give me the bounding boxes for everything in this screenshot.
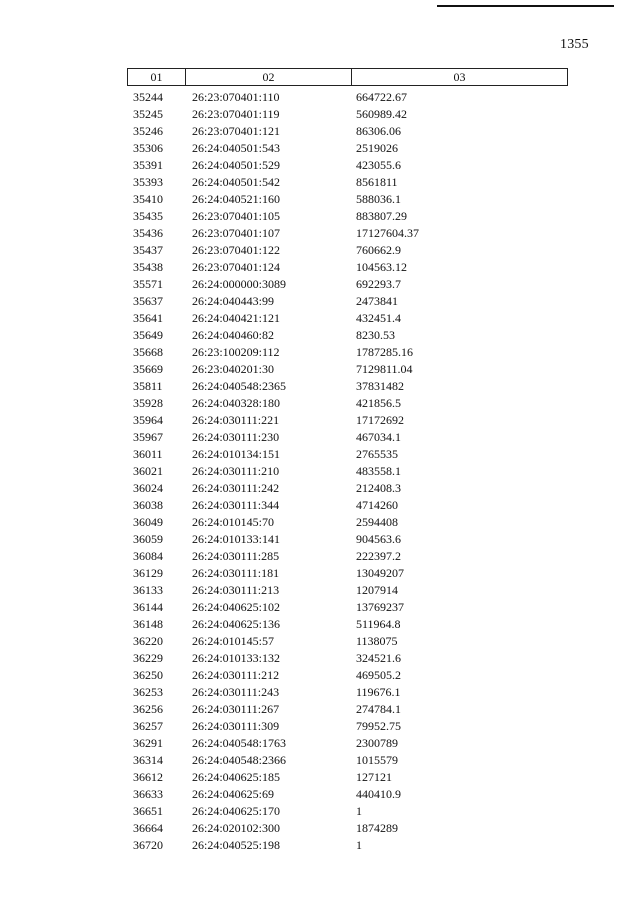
cell-02: 26:24:030111:285: [192, 549, 280, 563]
table-row: [127, 89, 568, 106]
column-header-03: 03: [453, 69, 466, 84]
table-row: [127, 735, 568, 752]
cell-02: 26:24:030111:309: [192, 719, 280, 733]
column-header-01: 01: [128, 69, 186, 85]
cell-01: 36612: [133, 770, 163, 784]
cell-02: 26:24:030111:221: [192, 413, 280, 427]
cell-01: 35393: [133, 175, 163, 189]
cell-03: 4714260: [356, 498, 398, 512]
table-row: [127, 684, 568, 701]
cell-01: 36229: [133, 651, 163, 665]
cell-02: 26:24:040501:529: [192, 158, 281, 172]
table-row: [127, 310, 568, 327]
table-row: [127, 191, 568, 208]
cell-01: 36049: [133, 515, 163, 529]
table-row: [127, 242, 568, 259]
table-row: [127, 344, 568, 361]
table-row: [127, 616, 568, 633]
page-number: 1355: [560, 37, 589, 52]
table-row: [127, 378, 568, 395]
cell-03: 13049207: [356, 566, 404, 580]
cell-03: 104563.12: [356, 260, 407, 274]
cell-03: 467034.1: [356, 430, 401, 444]
cell-01: 36133: [133, 583, 163, 597]
cell-01: 36314: [133, 753, 163, 767]
table-row: [127, 208, 568, 225]
cell-01: 36720: [133, 838, 163, 852]
table-row: [127, 361, 568, 378]
cell-03: 511964.8: [356, 617, 401, 631]
cell-01: 36256: [133, 702, 163, 716]
cell-03: 2519026: [356, 141, 398, 155]
table-row: [127, 701, 568, 718]
table-row: [127, 497, 568, 514]
cell-02: 26:24:030111:344: [192, 498, 280, 512]
cell-03: 692293.7: [356, 277, 401, 291]
cell-03: 560989.42: [356, 107, 407, 121]
cell-01: 36059: [133, 532, 163, 546]
cell-03: 324521.6: [356, 651, 401, 665]
cell-02: 26:24:040625:136: [192, 617, 281, 631]
cell-01: 36250: [133, 668, 163, 682]
cell-01: 35668: [133, 345, 163, 359]
cell-02: 26:24:010133:141: [192, 532, 281, 546]
cell-02: 26:24:040421:121: [192, 311, 281, 325]
cell-01: 36011: [133, 447, 163, 461]
cell-01: 35437: [133, 243, 163, 257]
cell-03: 17172692: [356, 413, 404, 427]
table-row: [127, 157, 568, 174]
cell-02: 26:24:030111:213: [192, 583, 280, 597]
cell-01: 36257: [133, 719, 163, 733]
cell-02: 26:23:070401:105: [192, 209, 281, 223]
table-row: [127, 293, 568, 310]
table-row: [127, 769, 568, 786]
table-row: [127, 259, 568, 276]
cell-02: 26:24:040625:185: [192, 770, 281, 784]
cell-03: 1015579: [356, 753, 398, 767]
cell-03: 1787285.16: [356, 345, 413, 359]
cell-02: 26:23:070401:119: [192, 107, 280, 121]
cell-03: 904563.6: [356, 532, 401, 546]
cell-03: 2473841: [356, 294, 398, 308]
table-row: [127, 429, 568, 446]
cell-02: 26:24:030111:230: [192, 430, 280, 444]
cell-03: 432451.4: [356, 311, 401, 325]
table-row: [127, 582, 568, 599]
cell-02: 26:24:040548:1763: [192, 736, 287, 750]
cell-01: 36651: [133, 804, 163, 818]
table-row: [127, 837, 568, 854]
cell-02: 26:24:040625:69: [192, 787, 275, 801]
cell-01: 36021: [133, 464, 163, 478]
table-row: [127, 667, 568, 684]
cell-01: 35811: [133, 379, 163, 393]
cell-01: 36291: [133, 736, 163, 750]
cell-01: 36220: [133, 634, 163, 648]
cell-03: 1: [356, 838, 362, 852]
cell-02: 26:23:070401:121: [192, 124, 281, 138]
cell-03: 883807.29: [356, 209, 407, 223]
table-row: [127, 599, 568, 616]
table-row: [127, 140, 568, 157]
cell-02: 26:24:040443:99: [192, 294, 275, 308]
cell-01: 35637: [133, 294, 163, 308]
cell-02: 26:24:010133:132: [192, 651, 281, 665]
cell-01: 35571: [133, 277, 163, 291]
cell-03: 2594408: [356, 515, 398, 529]
table-row: [127, 463, 568, 480]
cell-02: 26:24:040625:170: [192, 804, 281, 818]
cell-01: 35438: [133, 260, 163, 274]
table-row: [127, 480, 568, 497]
cell-02: 26:24:000000:3089: [192, 277, 287, 291]
cell-01: 35244: [133, 90, 163, 104]
table-row: [127, 106, 568, 123]
table-row: [127, 395, 568, 412]
cell-01: 35928: [133, 396, 163, 410]
cell-03: 274784.1: [356, 702, 401, 716]
cell-03: 119676.1: [356, 685, 401, 699]
cell-02: 26:24:040625:102: [192, 600, 281, 614]
column-header-02: 02: [186, 69, 352, 85]
cell-02: 26:24:040328:180: [192, 396, 281, 410]
header-rule: [437, 5, 614, 7]
cell-02: 26:24:040548:2366: [192, 753, 287, 767]
cell-03: 440410.9: [356, 787, 401, 801]
cell-02: 26:23:070401:124: [192, 260, 281, 274]
cell-02: 26:24:030111:212: [192, 668, 280, 682]
table-body: [127, 89, 568, 854]
table-row: [127, 565, 568, 582]
cell-03: 760662.9: [356, 243, 401, 257]
cell-03: 1: [356, 804, 362, 818]
cell-01: 35967: [133, 430, 163, 444]
table-header-row: [127, 68, 568, 86]
cell-03: 37831482: [356, 379, 404, 393]
cell-02: 26:24:040525:198: [192, 838, 281, 852]
cell-01: 36633: [133, 787, 163, 801]
cell-03: 421856.5: [356, 396, 401, 410]
cell-01: 36038: [133, 498, 163, 512]
table-row: [127, 786, 568, 803]
cell-02: 26:24:040548:2365: [192, 379, 287, 393]
cell-03: 8230.53: [356, 328, 395, 342]
cell-01: 36253: [133, 685, 163, 699]
cell-03: 86306.06: [356, 124, 401, 138]
cell-02: 26:24:030111:243: [192, 685, 280, 699]
cell-03: 13769237: [356, 600, 404, 614]
cell-03: 1138075: [356, 634, 398, 648]
cell-03: 127121: [356, 770, 392, 784]
cell-02: 26:24:040521:160: [192, 192, 281, 206]
cell-01: 36664: [133, 821, 163, 835]
table-row: [127, 531, 568, 548]
cell-03: 79952.75: [356, 719, 401, 733]
cell-02: 26:24:040460:82: [192, 328, 275, 342]
cell-01: 35245: [133, 107, 163, 121]
cell-01: 35391: [133, 158, 163, 172]
cell-01: 36024: [133, 481, 163, 495]
cell-03: 8561811: [356, 175, 398, 189]
cell-02: 26:23:070401:107: [192, 226, 281, 240]
table-row: [127, 548, 568, 565]
cell-02: 26:24:040501:542: [192, 175, 281, 189]
cell-01: 36129: [133, 566, 163, 580]
table-row: [127, 803, 568, 820]
table-row: [127, 446, 568, 463]
cell-02: 26:24:030111:242: [192, 481, 280, 495]
table-row: [127, 412, 568, 429]
cell-03: 1874289: [356, 821, 398, 835]
cell-02: 26:24:010134:151: [192, 447, 281, 461]
table-row: [127, 174, 568, 191]
cell-03: 2765535: [356, 447, 398, 461]
table-row: [127, 650, 568, 667]
cell-03: 483558.1: [356, 464, 401, 478]
cell-03: 2300789: [356, 736, 398, 750]
cell-02: 26:24:030111:267: [192, 702, 280, 716]
table-row: [127, 820, 568, 837]
table-row: [127, 718, 568, 735]
cell-02: 26:24:040501:543: [192, 141, 281, 155]
cell-01: 35436: [133, 226, 163, 240]
cell-03: 212408.3: [356, 481, 401, 495]
cell-03: 588036.1: [356, 192, 401, 206]
cell-03: 222397.2: [356, 549, 401, 563]
cell-01: 35649: [133, 328, 163, 342]
cell-02: 26:23:070401:110: [192, 90, 280, 104]
table-row: [127, 123, 568, 140]
cell-02: 26:23:070401:122: [192, 243, 281, 257]
cell-02: 26:24:020102:300: [192, 821, 281, 835]
cell-01: 35964: [133, 413, 163, 427]
cell-01: 35641: [133, 311, 163, 325]
cell-03: 423055.6: [356, 158, 401, 172]
table-row: [127, 752, 568, 769]
cell-01: 35306: [133, 141, 163, 155]
table-row: [127, 225, 568, 242]
cell-02: 26:24:010145:70: [192, 515, 275, 529]
cell-03: 469505.2: [356, 668, 401, 682]
table-row: [127, 514, 568, 531]
table-row: [127, 276, 568, 293]
cell-01: 36148: [133, 617, 163, 631]
cell-03: 17127604.37: [356, 226, 419, 240]
cell-01: 35410: [133, 192, 163, 206]
data-table: [127, 68, 568, 854]
cell-01: 35669: [133, 362, 163, 376]
cell-02: 26:23:040201:30: [192, 362, 275, 376]
cell-03: 664722.67: [356, 90, 407, 104]
cell-01: 36144: [133, 600, 163, 614]
cell-02: 26:24:030111:181: [192, 566, 280, 580]
cell-02: 26:23:100209:112: [192, 345, 280, 359]
table-row: [127, 327, 568, 344]
cell-02: 26:24:010145:57: [192, 634, 275, 648]
cell-03: 1207914: [356, 583, 398, 597]
cell-01: 35435: [133, 209, 163, 223]
cell-03: 7129811.04: [356, 362, 413, 376]
table-row: [127, 633, 568, 650]
cell-01: 36084: [133, 549, 163, 563]
cell-01: 35246: [133, 124, 163, 138]
cell-02: 26:24:030111:210: [192, 464, 280, 478]
